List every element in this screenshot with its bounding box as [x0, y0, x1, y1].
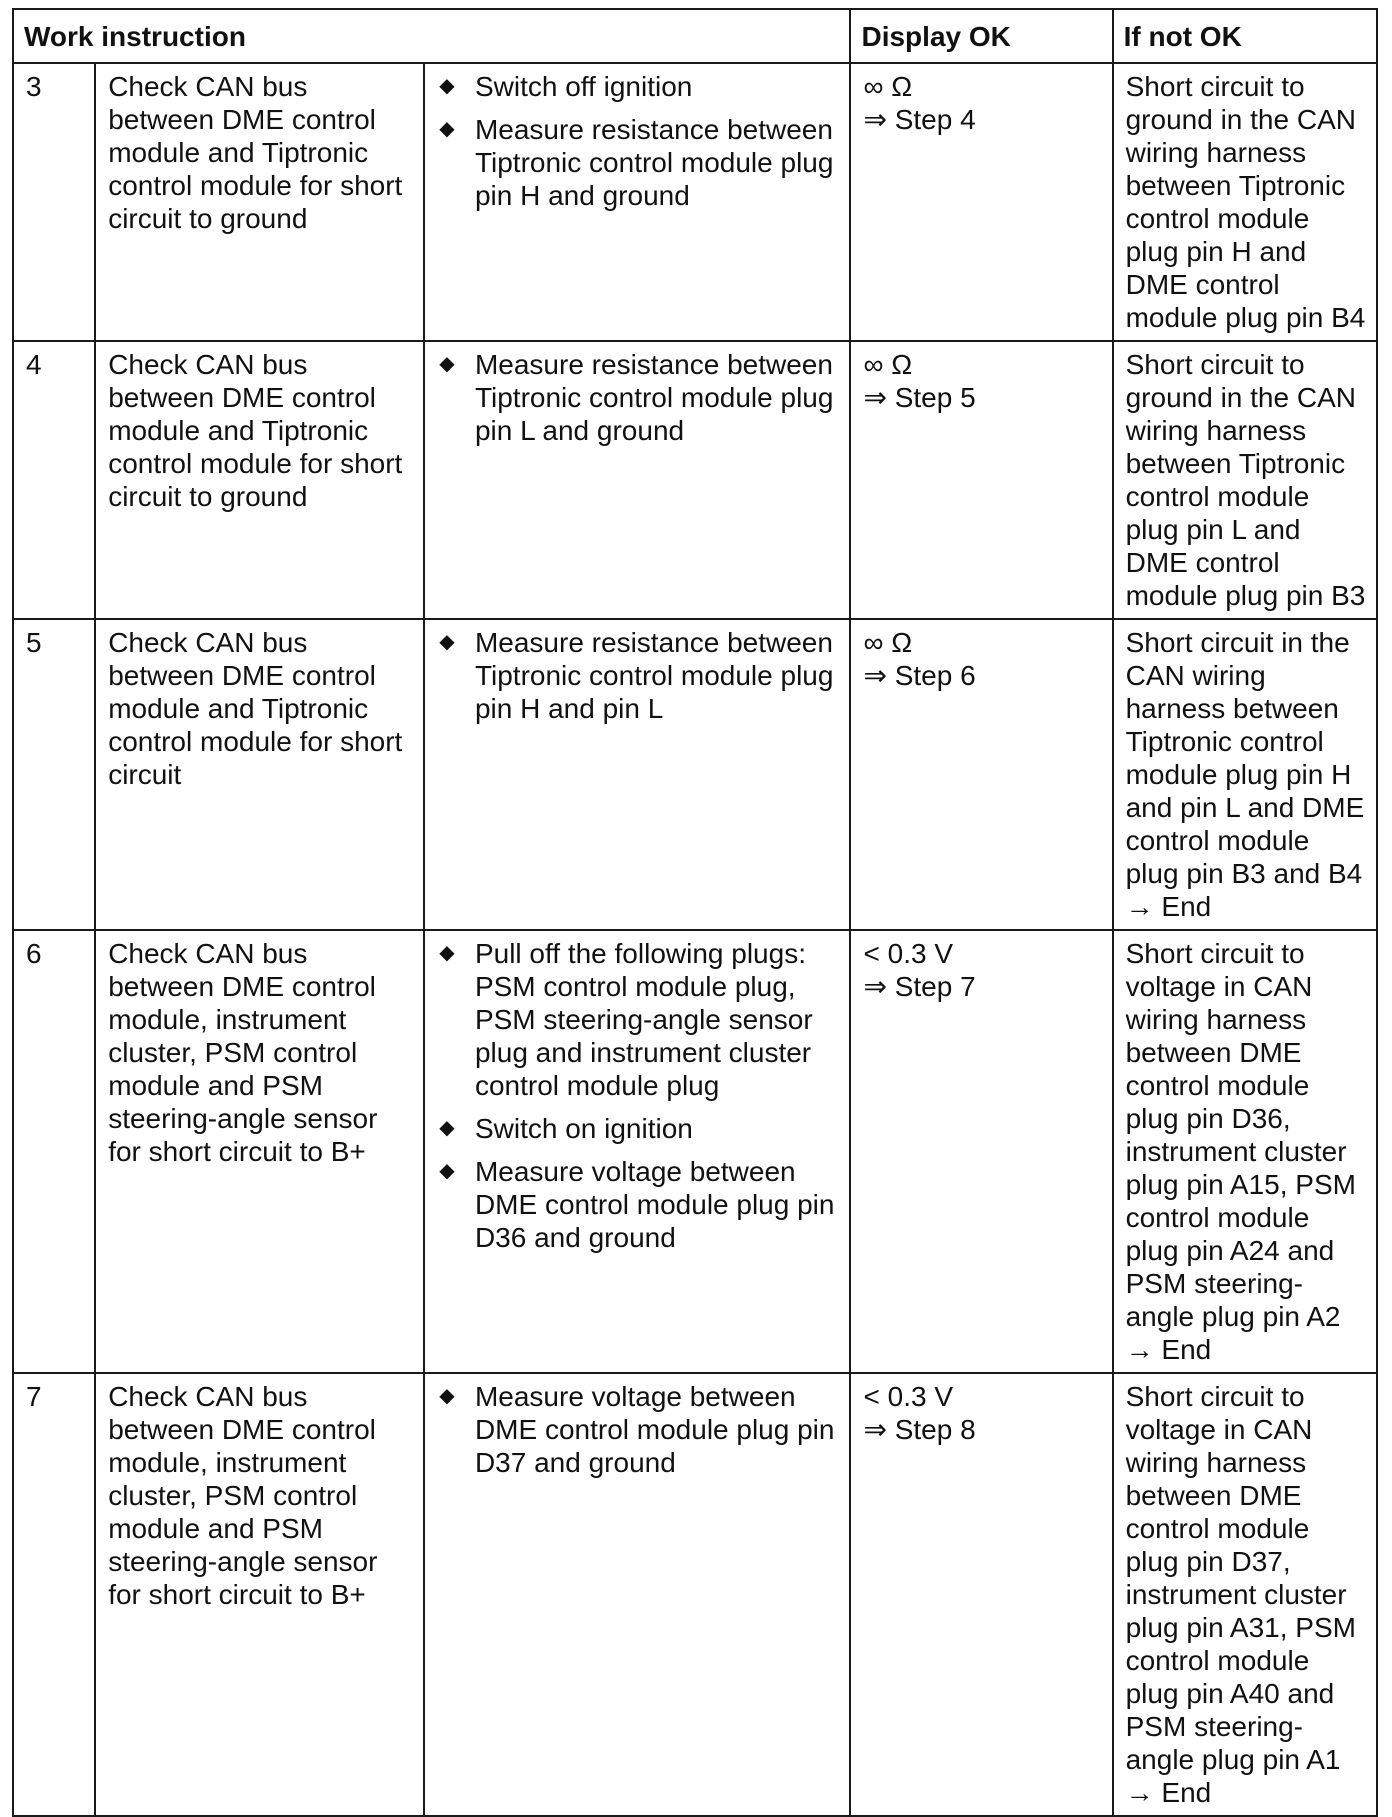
display-ok-cell	[850, 1373, 1112, 1816]
instruction-item	[437, 1112, 842, 1145]
step-instructions	[424, 63, 851, 341]
if-not-ok-text: Short circuit in the CAN wiring harness between Tiptronic control module plug pin H and pin L and DME control module plug pin B3 and B4	[1125, 627, 1365, 889]
display-ok-cell	[850, 63, 1112, 341]
display-ok-next-step: ⇒ Step 4	[863, 104, 976, 135]
table-row	[13, 930, 1377, 1373]
if-not-ok-end: → End	[1125, 1777, 1212, 1808]
instruction-text: Measure voltage between DME control module plug pin D37 and ground	[474, 1381, 835, 1478]
instruction-text: Measure resistance between Tiptronic control module plug pin H and pin L	[474, 627, 834, 724]
instruction-item	[437, 937, 842, 1102]
header-work-instruction: Work instruction	[13, 9, 850, 63]
display-ok-next-step: ⇒ Step 8	[863, 1414, 976, 1445]
table-row	[13, 341, 1377, 619]
display-ok-next-step: ⇒ Step 5	[863, 382, 976, 413]
header-if-not-ok: If not OK	[1113, 9, 1377, 63]
display-ok-cell	[850, 930, 1112, 1373]
table-row	[13, 1373, 1377, 1816]
diamond-bullet-icon: ◆	[439, 75, 455, 97]
display-ok-value: < 0.3 V	[863, 938, 953, 969]
if-not-ok-cell	[1113, 341, 1377, 619]
instruction-list	[437, 70, 842, 212]
step-instructions	[424, 1373, 851, 1816]
instruction-list	[437, 626, 842, 725]
step-description: Check CAN bus between DME control module and Tiptronic control module for short circuit	[95, 619, 424, 930]
instruction-text: Switch off ignition	[474, 71, 693, 102]
table-row	[13, 619, 1377, 930]
if-not-ok-text: Short circuit to voltage in CAN wiring harness between DME control module plug pin D37, instrument cluster plug pin A31, PSM control module plug pin A40 and PSM steering-angle plug pin A1	[1125, 1381, 1356, 1775]
step-instructions	[424, 930, 851, 1373]
instruction-text: Switch on ignition	[474, 1113, 693, 1144]
instruction-text: Pull off the following plugs: PSM control module plug, PSM steering-angle sensor plug and instrument cluster control module plug	[474, 938, 813, 1101]
display-ok-next-step: ⇒ Step 6	[863, 660, 976, 691]
step-description: Check CAN bus between DME control module and Tiptronic control module for short circuit to ground	[95, 341, 424, 619]
if-not-ok-end: → End	[1125, 1334, 1212, 1365]
diamond-bullet-icon: ◆	[439, 118, 455, 140]
display-ok-value: ∞ Ω	[863, 627, 913, 658]
step-description: Check CAN bus between DME control module, instrument cluster, PSM control module and PSM steering-angle sensor for short circuit to B+	[95, 1373, 424, 1816]
display-ok-cell	[850, 619, 1112, 930]
display-ok-value: ∞ Ω	[863, 71, 913, 102]
instruction-text: Measure resistance between Tiptronic control module plug pin H and ground	[474, 114, 834, 211]
instruction-item	[437, 1380, 842, 1479]
if-not-ok-end: → End	[1125, 891, 1212, 922]
step-instructions	[424, 619, 851, 930]
table-row	[13, 63, 1377, 341]
instruction-item	[437, 1155, 842, 1254]
work-instruction-sheet	[12, 8, 1378, 1817]
if-not-ok-cell	[1113, 1373, 1377, 1816]
step-number: 4	[13, 341, 95, 619]
if-not-ok-text: Short circuit to ground in the CAN wiring harness between Tiptronic control module plug pin L and DME control module plug pin B3	[1125, 349, 1366, 611]
step-number: 6	[13, 930, 95, 1373]
diamond-bullet-icon: ◆	[439, 353, 455, 375]
diamond-bullet-icon: ◆	[439, 1117, 455, 1139]
step-description: Check CAN bus between DME control module, instrument cluster, PSM control module and PSM steering-angle sensor for short circuit to B+	[95, 930, 424, 1373]
instruction-text: Measure resistance between Tiptronic control module plug pin L and ground	[474, 349, 834, 446]
if-not-ok-cell	[1113, 930, 1377, 1373]
instruction-item	[437, 626, 842, 725]
instruction-item	[437, 348, 842, 447]
work-instruction-table	[12, 8, 1378, 1817]
display-ok-value: ∞ Ω	[863, 349, 913, 380]
instruction-item	[437, 70, 842, 103]
if-not-ok-text: Short circuit to ground in the CAN wiring harness between Tiptronic control module plug pin H and DME control module plug pin B4	[1125, 71, 1366, 333]
step-number: 5	[13, 619, 95, 930]
step-number: 7	[13, 1373, 95, 1816]
diamond-bullet-icon: ◆	[439, 1385, 455, 1407]
if-not-ok-text: Short circuit to voltage in CAN wiring harness between DME control module plug pin D36, instrument cluster plug pin A15, PSM control module plug pin A24 and PSM steering-angle plug pin A2	[1125, 938, 1356, 1332]
step-number: 3	[13, 63, 95, 341]
diamond-bullet-icon: ◆	[439, 1160, 455, 1182]
if-not-ok-cell	[1113, 63, 1377, 341]
header-row	[13, 9, 1377, 63]
instruction-list	[437, 1380, 842, 1479]
display-ok-value: < 0.3 V	[863, 1381, 953, 1412]
header-display-ok: Display OK	[850, 9, 1112, 63]
step-instructions	[424, 341, 851, 619]
display-ok-cell	[850, 341, 1112, 619]
diamond-bullet-icon: ◆	[439, 631, 455, 653]
instruction-list	[437, 348, 842, 447]
step-description: Check CAN bus between DME control module and Tiptronic control module for short circuit to ground	[95, 63, 424, 341]
instruction-list	[437, 937, 842, 1254]
instruction-text: Measure voltage between DME control module plug pin D36 and ground	[474, 1156, 835, 1253]
diamond-bullet-icon: ◆	[439, 942, 455, 964]
if-not-ok-cell	[1113, 619, 1377, 930]
display-ok-next-step: ⇒ Step 7	[863, 971, 976, 1002]
instruction-item	[437, 113, 842, 212]
